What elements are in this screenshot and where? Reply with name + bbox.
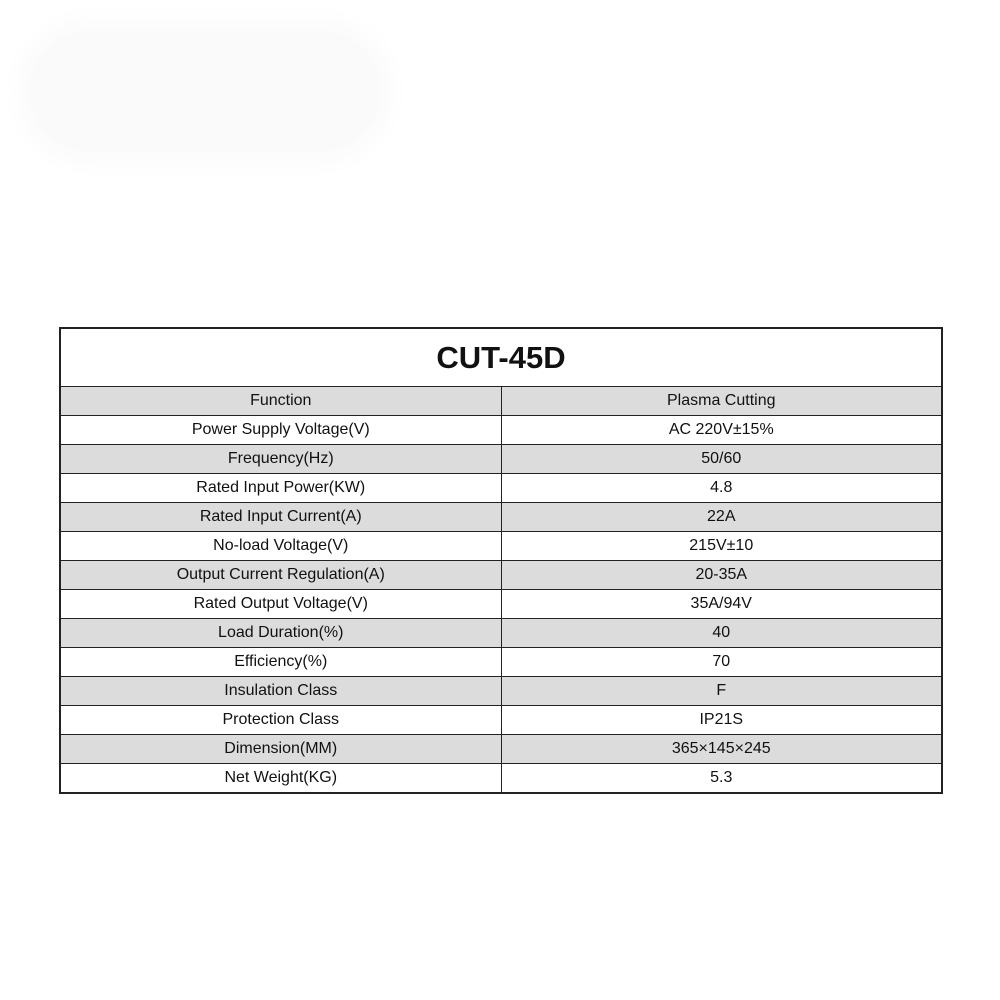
spec-value-dimension: 365×145×245 (501, 735, 942, 764)
table-row (60, 590, 942, 619)
spec-value-function: Plasma Cutting (501, 387, 942, 416)
table-row (60, 416, 942, 445)
spec-label-rated-output-voltage: Rated Output Voltage(V) (60, 590, 501, 619)
spec-label-frequency: Frequency(Hz) (60, 445, 501, 474)
table-row (60, 735, 942, 764)
spec-value-no-load-voltage: 215V±10 (501, 532, 942, 561)
table-row (60, 532, 942, 561)
spec-label-net-weight: Net Weight(KG) (60, 764, 501, 794)
spec-value-frequency: 50/60 (501, 445, 942, 474)
spec-label-rated-input-power: Rated Input Power(KW) (60, 474, 501, 503)
table-row (60, 387, 942, 416)
spec-value-insulation-class: F (501, 677, 942, 706)
spec-value-load-duration: 40 (501, 619, 942, 648)
spec-label-dimension: Dimension(MM) (60, 735, 501, 764)
table-row (60, 445, 942, 474)
spec-label-power-supply-voltage: Power Supply Voltage(V) (60, 416, 501, 445)
table-row (60, 503, 942, 532)
table-row (60, 706, 942, 735)
spec-value-protection-class: IP21S (501, 706, 942, 735)
table-row (60, 648, 942, 677)
background-smudge (30, 32, 380, 150)
spec-label-no-load-voltage: No-load Voltage(V) (60, 532, 501, 561)
product-title: CUT-45D (60, 328, 942, 387)
table-row (60, 764, 942, 794)
spec-value-efficiency: 70 (501, 648, 942, 677)
spec-table-body (60, 328, 942, 793)
spec-label-protection-class: Protection Class (60, 706, 501, 735)
spec-label-function: Function (60, 387, 501, 416)
title-row (60, 328, 942, 387)
spec-value-rated-input-power: 4.8 (501, 474, 942, 503)
spec-value-rated-input-current: 22A (501, 503, 942, 532)
spec-label-output-current-regulation: Output Current Regulation(A) (60, 561, 501, 590)
spec-label-insulation-class: Insulation Class (60, 677, 501, 706)
spec-label-load-duration: Load Duration(%) (60, 619, 501, 648)
table-row (60, 474, 942, 503)
table-row (60, 561, 942, 590)
spec-value-rated-output-voltage: 35A/94V (501, 590, 942, 619)
spec-value-power-supply-voltage: AC 220V±15% (501, 416, 942, 445)
table-row (60, 677, 942, 706)
spec-label-rated-input-current: Rated Input Current(A) (60, 503, 501, 532)
spec-table (59, 327, 943, 794)
spec-label-efficiency: Efficiency(%) (60, 648, 501, 677)
spec-value-output-current-regulation: 20-35A (501, 561, 942, 590)
spec-value-net-weight: 5.3 (501, 764, 942, 794)
table-row (60, 619, 942, 648)
